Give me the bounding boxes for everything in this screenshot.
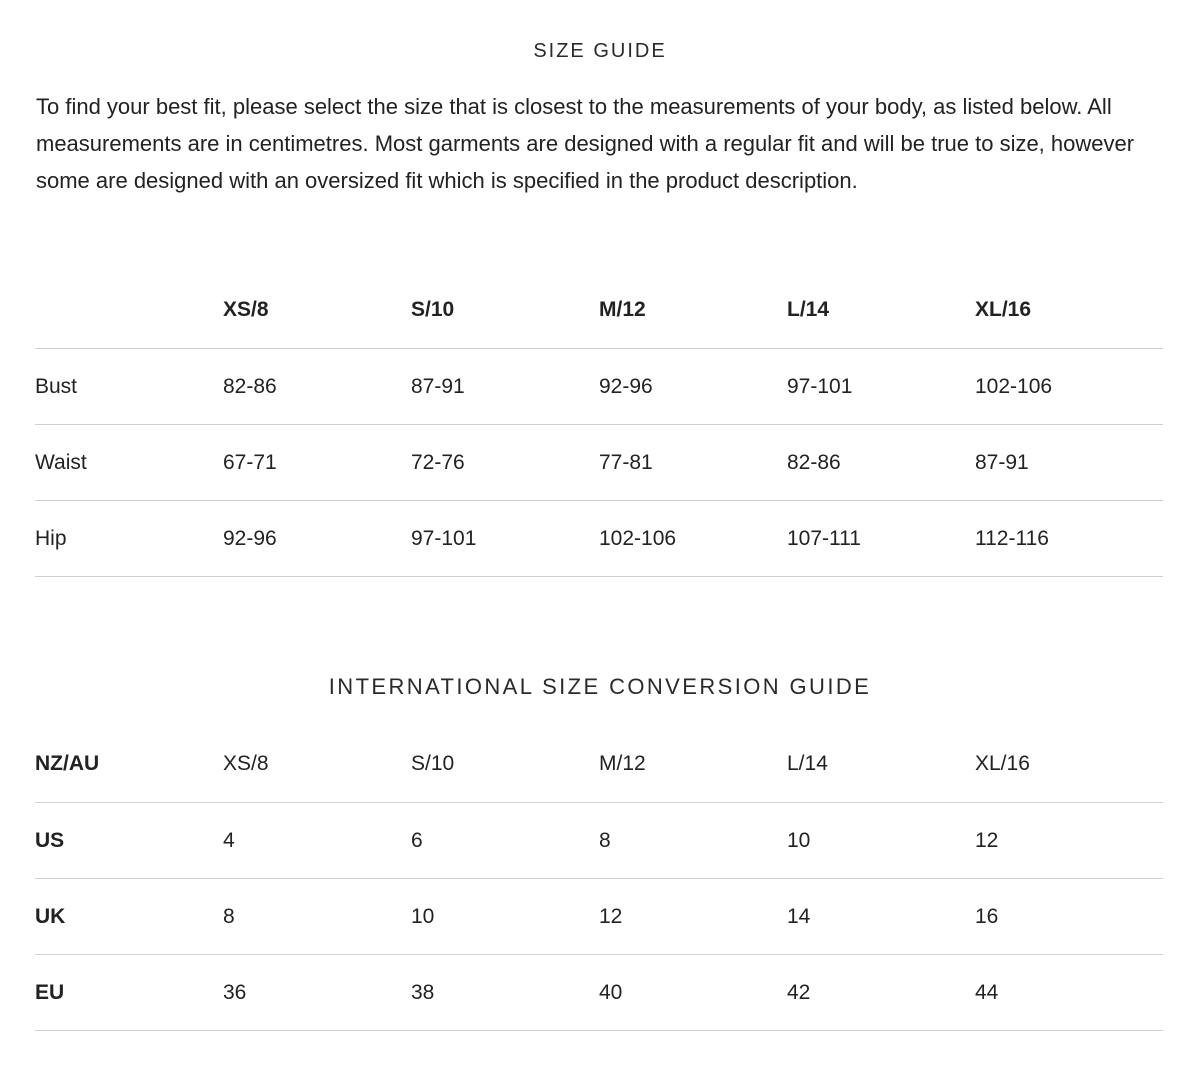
table-cell: 112-116 xyxy=(975,501,1163,577)
table-cell: 87-91 xyxy=(975,425,1163,501)
size-guide-title: SIZE GUIDE xyxy=(533,40,667,62)
table-cell: 67-71 xyxy=(223,425,411,501)
table-cell: 42 xyxy=(787,955,975,1031)
table-cell: 36 xyxy=(223,955,411,1031)
table-cell: 8 xyxy=(223,879,411,955)
measurements-header-l14: L/14 xyxy=(787,272,975,349)
conversion-header-s10: S/10 xyxy=(411,726,599,803)
table-cell: 12 xyxy=(599,879,787,955)
table-cell: 97-101 xyxy=(787,349,975,425)
measurements-header-empty xyxy=(35,272,223,349)
measurements-header-row xyxy=(35,272,1163,349)
row-label-uk: UK xyxy=(35,879,223,955)
table-cell: 6 xyxy=(411,803,599,879)
measurements-header-xs8: XS/8 xyxy=(223,272,411,349)
table-row-waist xyxy=(35,425,1163,501)
table-cell: 72-76 xyxy=(411,425,599,501)
table-cell: 4 xyxy=(223,803,411,879)
table-cell: 82-86 xyxy=(787,425,975,501)
table-cell: 97-101 xyxy=(411,501,599,577)
conversion-header-xl16: XL/16 xyxy=(975,726,1163,803)
table-row-hip xyxy=(35,501,1163,577)
table-cell: 14 xyxy=(787,879,975,955)
measurements-table xyxy=(35,272,1163,577)
table-cell: 92-96 xyxy=(223,501,411,577)
conversion-header-m12: M/12 xyxy=(599,726,787,803)
table-cell: 12 xyxy=(975,803,1163,879)
row-label-eu: EU xyxy=(35,955,223,1031)
table-cell: 77-81 xyxy=(599,425,787,501)
row-label-waist: Waist xyxy=(35,425,223,501)
conversion-header-nzau: NZ/AU xyxy=(35,726,223,803)
table-cell: 8 xyxy=(599,803,787,879)
table-cell: 92-96 xyxy=(599,349,787,425)
measurements-header-xl16: XL/16 xyxy=(975,272,1163,349)
row-label-bust: Bust xyxy=(35,349,223,425)
row-label-us: US xyxy=(35,803,223,879)
table-row-us xyxy=(35,803,1163,879)
table-row-eu xyxy=(35,955,1163,1031)
measurements-header-m12: M/12 xyxy=(599,272,787,349)
table-cell: 16 xyxy=(975,879,1163,955)
table-cell: 38 xyxy=(411,955,599,1031)
table-row-bust xyxy=(35,349,1163,425)
table-cell: 40 xyxy=(599,955,787,1031)
size-guide-intro: To find your best fit, please select the size that is closest to the measurements of your body, as listed below. All measurements are in centimetres. Most garments are designed with a regular fit and will be true to size, however some are designed with an oversized fit which is specified in the product description. xyxy=(36,94,1135,193)
conversion-header-row xyxy=(35,726,1163,803)
table-cell: 10 xyxy=(787,803,975,879)
conversion-guide-title: INTERNATIONAL SIZE CONVERSION GUIDE xyxy=(328,674,872,699)
table-cell: 87-91 xyxy=(411,349,599,425)
table-cell: 10 xyxy=(411,879,599,955)
table-row-uk xyxy=(35,879,1163,955)
table-cell: 82-86 xyxy=(223,349,411,425)
conversion-table xyxy=(35,726,1163,1031)
table-cell: 107-111 xyxy=(787,501,975,577)
table-cell: 102-106 xyxy=(975,349,1163,425)
conversion-header-l14: L/14 xyxy=(787,726,975,803)
row-label-hip: Hip xyxy=(35,501,223,577)
table-cell: 44 xyxy=(975,955,1163,1031)
table-cell: 102-106 xyxy=(599,501,787,577)
measurements-header-s10: S/10 xyxy=(411,272,599,349)
conversion-header-xs8: XS/8 xyxy=(223,726,411,803)
